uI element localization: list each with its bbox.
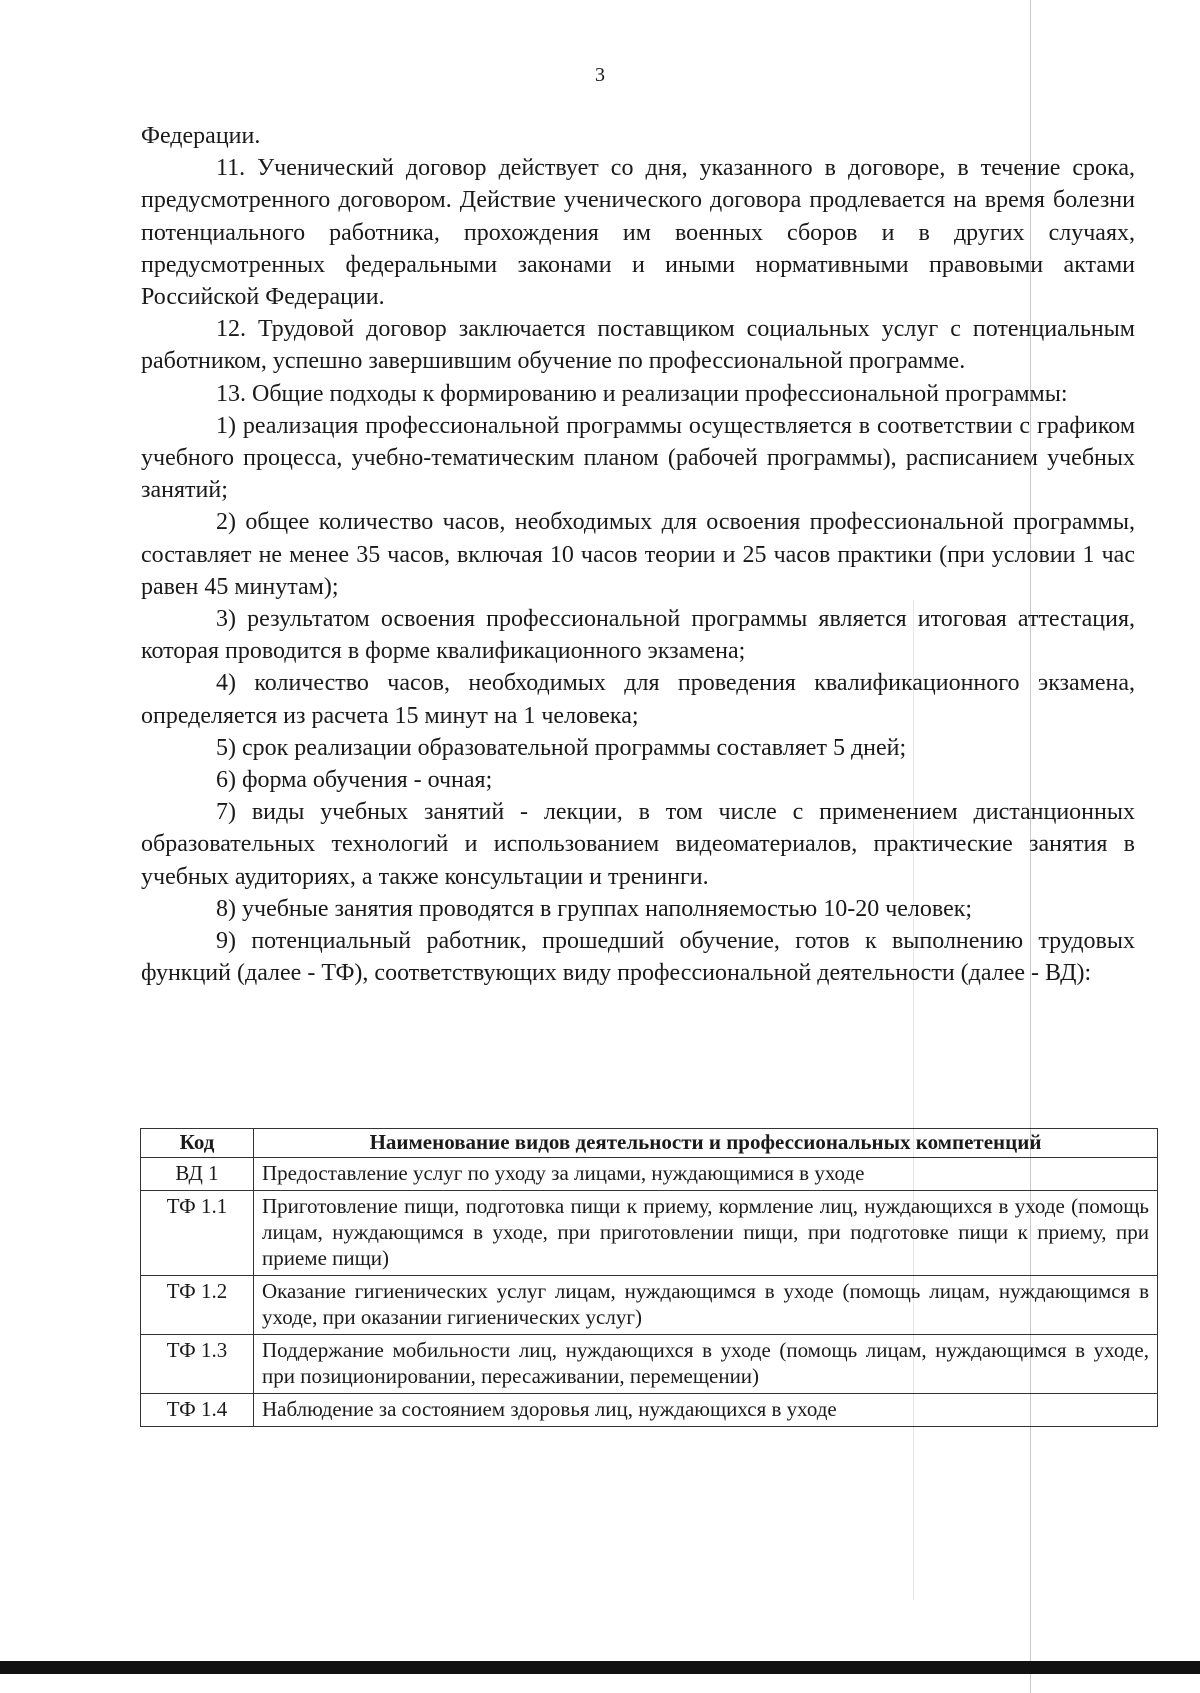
row-code: ТФ 1.1: [141, 1191, 254, 1276]
row-text: Оказание гигиенических услуг лицам, нуждающимся в уходе (помощь лицам, нуждающимся в уходе, при оказании гигиенических услуг): [254, 1276, 1158, 1335]
paragraph: Федерации.: [141, 123, 261, 149]
table-row: [141, 1191, 1158, 1276]
list-item: 2) общее количество часов, необходимых для освоения профессиональной программы, составляет не менее 35 часов, включая 10 часов теории и 25 часов практики (при условии 1 час равен 45 минутам);: [141, 509, 1135, 600]
page-number: 3: [595, 64, 605, 86]
paragraph: 12. Трудовой договор заключается поставщиком социальных услуг с потенциальным работником, успешно завершившим обучение по профессиональной программе.: [141, 316, 1135, 375]
list-item: 1) реализация профессиональной программы осуществляется в соответствии с графиком учебного процесса, учебно-тематическим планом (рабочей программы), расписанием учебных занятий;: [141, 412, 1135, 504]
list-item: 6) форма обучения - очная;: [216, 767, 493, 794]
scan-bottom-edge: [0, 1661, 1200, 1674]
row-code: ТФ 1.2: [141, 1276, 254, 1335]
list-item: 4) количество часов, необходимых для проведения квалификационного экзамена, определяется из расчета 15 минут на 1 человека;: [141, 670, 1135, 729]
table-row: [141, 1158, 1158, 1191]
row-text: Предоставление услуг по уходу за лицами, нуждающимися в уходе: [254, 1158, 1158, 1191]
list-item: 3) результатом освоения профессиональной программы является итоговая аттестация, которая проводится в форме квалификационного экзамена;: [141, 606, 1135, 665]
row-code: ТФ 1.3: [141, 1335, 254, 1394]
table-row: [141, 1335, 1158, 1394]
header-name: Наименование видов деятельности и профессиональных компетенций: [254, 1129, 1158, 1158]
row-text: Приготовление пищи, подготовка пищи к приему, кормление лиц, нуждающихся в уходе (помощь лицам, нуждающимся в уходе, при приготовлении пищи, при подготовке пищи к приему, при приеме пищи): [254, 1191, 1158, 1276]
list-item: 5) срок реализации образовательной программы составляет 5 дней;: [216, 734, 907, 761]
list-item: 9) потенциальный работник, прошедший обучение, готов к выполнению трудовых функций (далее - ТФ), соответствующих виду профессиональной деятельности (далее - ВД):: [141, 928, 1135, 987]
paragraph: 13. Общие подходы к формированию и реализации профессиональной программы:: [216, 380, 1068, 407]
paragraph: 11. Ученический договор действует со дня, указанного в договоре, в течение срока, предусмотренного договором. Действие ученического договора продлевается на время болезни потенциального работника, прохождения им военных сборов и в других случаях, предусмотренных федеральными законами и иными нормативными правовыми актами Российской Федерации.: [141, 155, 1135, 311]
list-item: 8) учебные занятия проводятся в группах наполняемостью 10-20 человек;: [216, 895, 973, 922]
row-text: Наблюдение за состоянием здоровья лиц, нуждающихся в уходе: [254, 1394, 1158, 1427]
competencies-table: [140, 1128, 1158, 1427]
body-text: [141, 120, 1135, 989]
table-row: [141, 1276, 1158, 1335]
list-item: 7) виды учебных занятий - лекции, в том числе с применением дистанционных образовательных технологий и использованием видеоматериалов, практические занятия в учебных аудиториях, а также консультации и тренинги.: [141, 799, 1135, 890]
row-text: Поддержание мобильности лиц, нуждающихся в уходе (помощь лицам, нуждающимся в уходе, при позиционировании, пересаживании, перемещении): [254, 1335, 1158, 1394]
row-code: ТФ 1.4: [141, 1394, 254, 1427]
header-code: Код: [141, 1129, 254, 1158]
table-row: [141, 1394, 1158, 1427]
row-code: ВД 1: [141, 1158, 254, 1191]
table-header-row: [141, 1129, 1158, 1158]
